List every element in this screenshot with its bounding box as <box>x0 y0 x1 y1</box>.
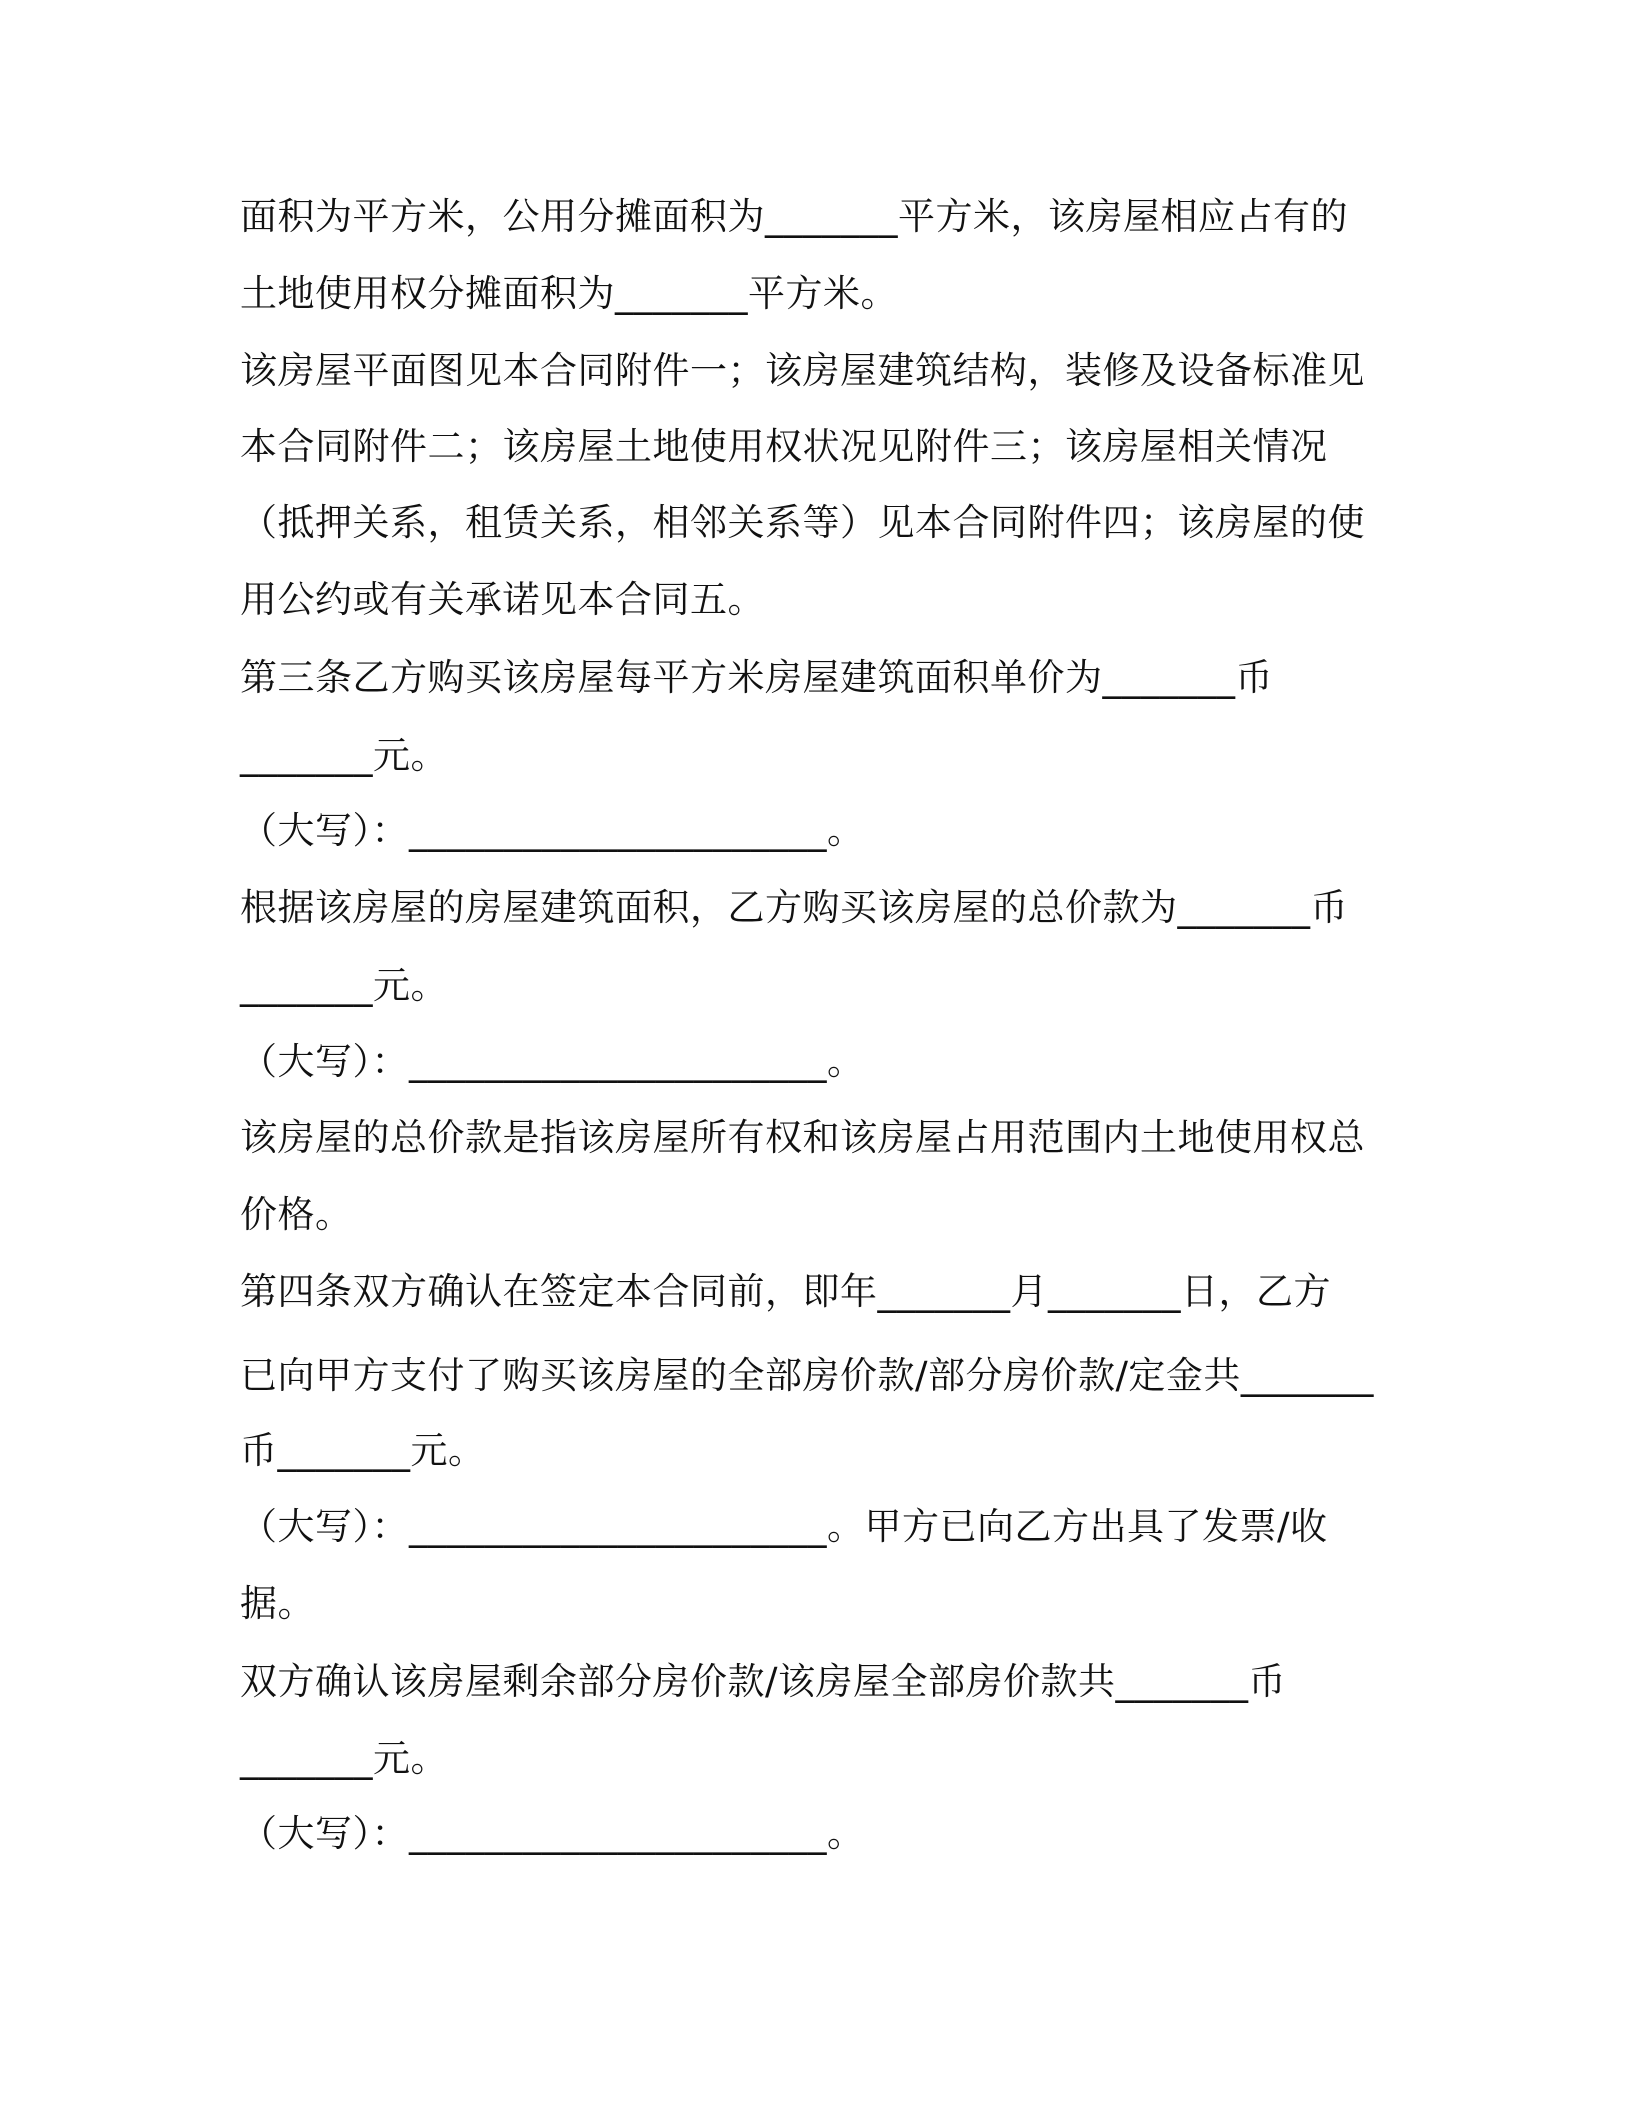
text-line: 根据该房屋的房屋建筑面积，乙方购买该房屋的总价款为_______币 <box>240 886 1348 929</box>
text-line: 用公约或有关承诺见本合同五。 <box>240 578 765 621</box>
text-line: 土地使用权分摊面积为_______平方米。 <box>240 272 898 315</box>
text-line: 面积为平方米，公用分摊面积为_______平方米，该房屋相应占有的 <box>240 195 1348 238</box>
text-line: 该房屋的总价款是指该房屋所有权和该房屋占用范围内土地使用权总 <box>240 1116 1365 1159</box>
text-line: 币_______元。 <box>240 1429 486 1472</box>
text-line: （大写）：______________________。 <box>240 809 865 852</box>
text-line: （大写）：______________________。甲方已向乙方出具了发票/收 <box>240 1505 1328 1548</box>
text-line: _______元。 <box>240 964 448 1007</box>
text-line: 第四条双方确认在签定本合同前，即年_______月_______日，乙方 <box>240 1270 1331 1313</box>
text-line: （大写）：______________________。 <box>240 1812 865 1855</box>
text-line: （大写）：______________________。 <box>240 1040 865 1083</box>
text-line: 双方确认该房屋剩余部分房价款/该房屋全部房价款共_______币 <box>240 1660 1286 1703</box>
text-line: （抵押关系，租赁关系，相邻关系等）见本合同附件四；该房屋的使 <box>240 501 1365 544</box>
text-line: 据。 <box>240 1582 315 1625</box>
text-line: 第三条乙方购买该房屋每平方米房屋建筑面积单价为_______币 <box>240 656 1273 699</box>
text-line: _______元。 <box>240 734 448 777</box>
text-line: 已向甲方支付了购买该房屋的全部房价款/部分房价款/定金共_______ <box>240 1354 1374 1397</box>
text-line: _______元。 <box>240 1737 448 1780</box>
text-line: 本合同附件二；该房屋土地使用权状况见附件三；该房屋相关情况 <box>240 425 1328 468</box>
text-line: 价格。 <box>240 1193 353 1236</box>
text-line: 该房屋平面图见本合同附件一；该房屋建筑结构，装修及设备标准见 <box>240 349 1365 392</box>
